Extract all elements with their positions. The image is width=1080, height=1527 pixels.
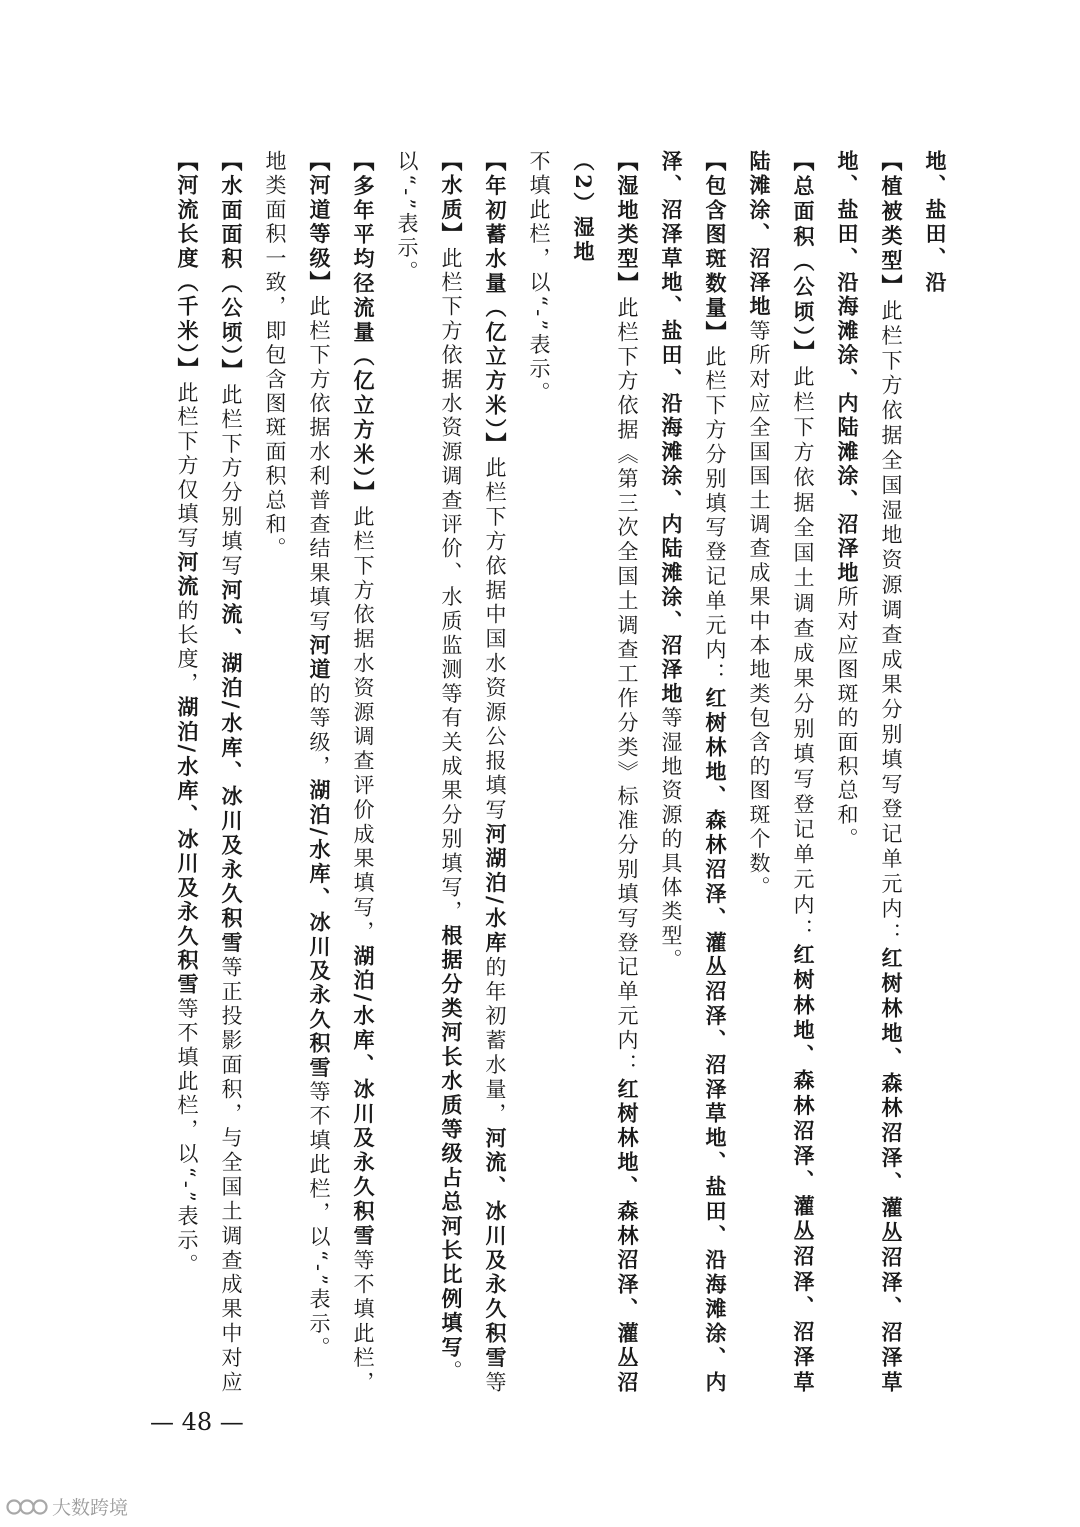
paragraph-vegetation-type	[869, 150, 957, 1395]
watermark-text: 大数跨境	[52, 1497, 129, 1519]
body-text: 所对应图斑的面积总和。	[835, 585, 859, 852]
body-text: 的长度，	[175, 599, 199, 697]
body-text: 的等级，	[307, 682, 331, 780]
body-text: 此栏下方依据全国湿地资源调查成果分别填写登记单元内：	[879, 299, 903, 948]
field-term: 【河流长度（千米）】	[175, 150, 200, 382]
body-text: 此栏下方依据水利普查结果填写	[307, 295, 331, 635]
body-text: 此栏下方分别填写登记单元内：	[703, 345, 727, 688]
body-text: 等所对应全国国土调查成果中本地类包含的图斑个数。	[747, 319, 771, 901]
body-text: 此栏下方依据中国水资源公报填写	[483, 456, 507, 823]
paragraph-initial-storage	[473, 150, 561, 1395]
body-text: 此栏下方依据水资源调查评价、水质监测等有关成果分别填写，	[439, 246, 463, 925]
emphasis-text: 红树林地、森林沼泽、灌丛沼泽、沼泽草地、盐田、沿海滩涂、内陆滩涂、沼泽地	[615, 150, 684, 1396]
watermark	[6, 1493, 128, 1520]
field-term: 【河道等级】	[307, 150, 332, 296]
body-text: 等湿地资源的具体类型。	[659, 706, 683, 973]
field-term: 【湿地类型】	[615, 150, 640, 297]
emphasis-text: 根据分类河长水质等级占总河长比例填写	[439, 924, 464, 1361]
field-term: 【水质】	[439, 150, 464, 247]
body-text: 等不填此栏，以“-”表示。	[351, 150, 419, 1396]
emphasis-text: 红树林地、森林沼泽、灌丛沼泽、沼泽草地、盐田、沿	[879, 150, 948, 1395]
paragraph-water-area	[209, 150, 297, 1395]
document-body	[165, 150, 948, 1396]
emphasis-text: 红树林地、森林沼泽、灌丛沼泽、沼泽草地、盐田、沿海滩涂、内陆滩涂、沼泽地	[791, 150, 860, 1395]
paragraph-river-length	[165, 150, 209, 1395]
emphasis-text: 湖泊/水库、冰川及永久积雪	[351, 944, 376, 1249]
emphasis-text: 湖泊/水库、冰川及永久积雪	[175, 696, 200, 998]
field-term: 【多年平均径流量（亿立方米）】	[351, 150, 376, 506]
emphasis-text: 河流、冰川及永久积雪	[483, 1126, 508, 1371]
body-text: 等不填此栏，以“-”表示。	[483, 150, 551, 1396]
emphasis-text: 红树林地、森林沼泽、灌丛沼泽、沼泽草地、盐田、沿海滩涂、内陆滩涂、沼泽地	[703, 150, 772, 1395]
emphasis-text: 湖泊/水库、冰川及永久积雪	[307, 779, 332, 1081]
field-term: 【植被类型】	[879, 150, 904, 300]
body-text: 。	[439, 1360, 463, 1385]
field-term: 【水面面积（公顷）】	[219, 150, 244, 384]
field-term: 【年初蓄水量（亿立方米）】	[483, 150, 508, 457]
emphasis-text: 河湖泊/水库	[483, 822, 508, 956]
body-text: 的年初蓄水量，	[483, 955, 507, 1127]
body-text: 等不填此栏，以“-”表示。	[175, 997, 199, 1278]
emphasis-text: 河流、湖泊/水库、冰川及永久积雪	[219, 578, 244, 956]
body-text: 等正投影面积，与全国土调查成果中对应地类面积一致，即包含图斑面积总和。	[219, 150, 287, 1395]
body-text: 此栏下方依据全国土调查成果分别填写登记单元内：	[791, 365, 815, 944]
emphasis-text: 河流	[175, 550, 200, 600]
section-heading	[561, 150, 605, 1395]
emphasis-text: 河道	[307, 634, 332, 683]
paragraph-water-quality	[429, 150, 473, 1395]
paragraph-channel-grade	[297, 150, 341, 1395]
paragraph-patch-count	[693, 150, 781, 1395]
paragraph-annual-runoff	[341, 150, 429, 1395]
body-text: 此栏下方仅填写	[175, 381, 199, 551]
watermark-logo-icon	[6, 1496, 48, 1518]
paragraph-total-area	[781, 150, 869, 1395]
field-term: 【总面积（公顷）】	[791, 150, 816, 366]
body-text: 此栏下方分别填写	[219, 383, 243, 579]
body-text: 等不填此栏，以“-”表示。	[307, 1080, 331, 1361]
page-number: — 48 —	[150, 1408, 244, 1436]
body-text: 此栏下方依据《第三次全国土调查工作分类》标准分别填写登记单元内：	[615, 296, 639, 1078]
field-term: 【包含图斑数量】	[703, 150, 728, 346]
emphasis-text: （2）湿地	[571, 150, 596, 265]
paragraph-wetland-type	[605, 150, 693, 1395]
body-text: 此栏下方依据水资源调查评价成果填写，	[351, 505, 375, 945]
